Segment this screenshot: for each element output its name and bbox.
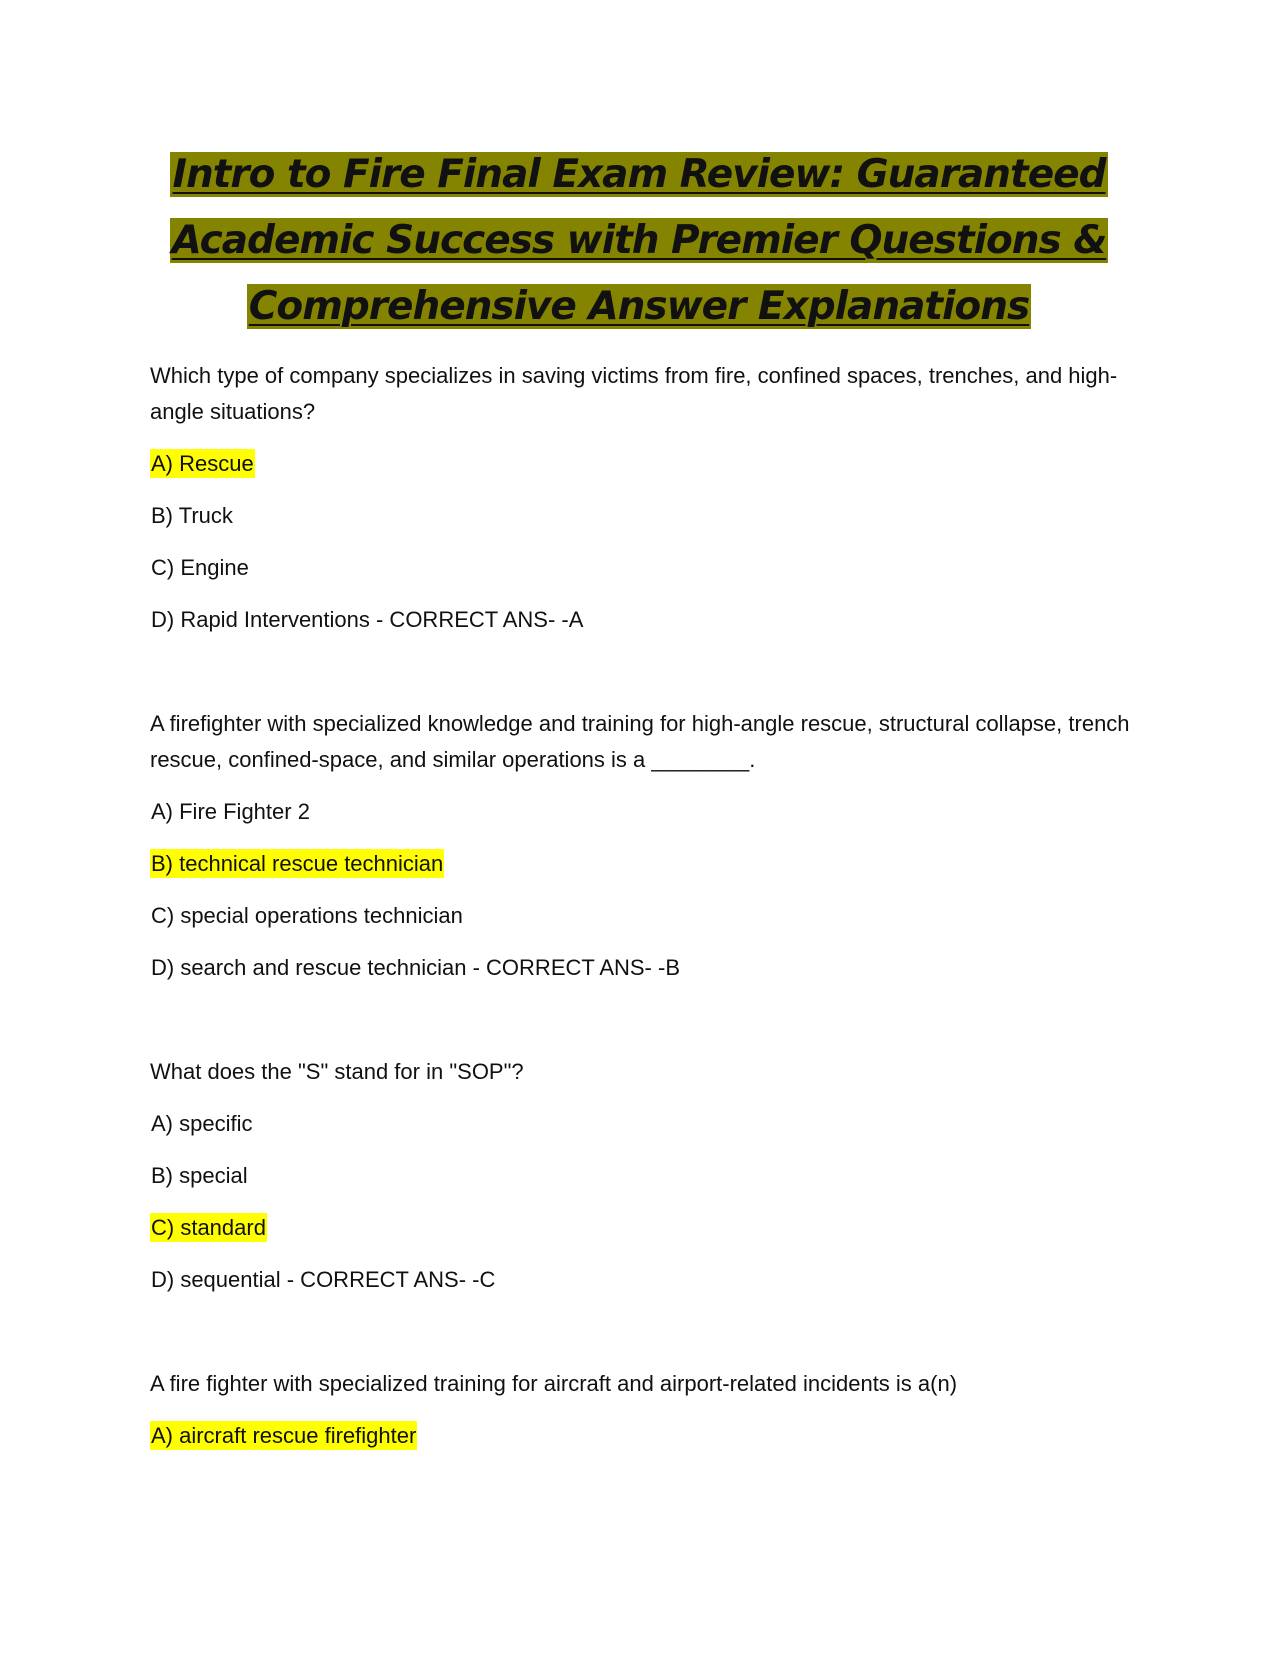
answer-option: D) search and rescue technician - CORRECT ANS- -B	[151, 955, 680, 980]
answer-option: C) Engine	[151, 555, 249, 580]
answer-option-correct: A) Rescue	[151, 451, 254, 476]
answer-option-correct: B) technical rescue technician	[151, 851, 444, 876]
answer-option-correct: A) aircraft rescue firefighter	[151, 1423, 417, 1448]
question-block	[150, 1054, 1130, 1298]
question-block	[150, 358, 1130, 638]
question-block	[150, 706, 1130, 986]
question-text: What does the "S" stand for in "SOP"?	[150, 1059, 524, 1084]
title-line-3: Comprehensive Answer Explanations	[248, 284, 1030, 329]
title-line-1: Intro to Fire Final Exam Review: Guaranteed	[172, 152, 1106, 197]
answer-option: B) Truck	[151, 503, 233, 528]
spacer	[150, 654, 1130, 706]
answer-option-correct: C) standard	[151, 1215, 266, 1240]
question-list	[150, 358, 1130, 1470]
answer-option: C) special operations technician	[151, 903, 463, 928]
answer-option: B) special	[151, 1163, 248, 1188]
question-text: Which type of company specializes in saving victims from fire, confined spaces, trenches, and high-angle situations?	[150, 363, 1118, 424]
question-block	[150, 1366, 1130, 1454]
spacer	[150, 1002, 1130, 1054]
title-line-2: Academic Success with Premier Questions &	[171, 218, 1107, 263]
answer-option: A) Fire Fighter 2	[151, 799, 310, 824]
answer-option: D) sequential - CORRECT ANS- -C	[151, 1267, 496, 1292]
answer-option: A) specific	[151, 1111, 253, 1136]
question-text: A fire fighter with specialized training for aircraft and airport-related incidents is a(n)	[150, 1371, 958, 1396]
question-text: A firefighter with specialized knowledge and training for high-angle rescue, structural collapse, trench rescue, confined-space, and similar operations is a ________.	[150, 711, 1130, 772]
answer-option: D) Rapid Interventions - CORRECT ANS- -A	[151, 607, 584, 632]
document-title	[150, 147, 1128, 335]
spacer	[150, 1314, 1130, 1366]
